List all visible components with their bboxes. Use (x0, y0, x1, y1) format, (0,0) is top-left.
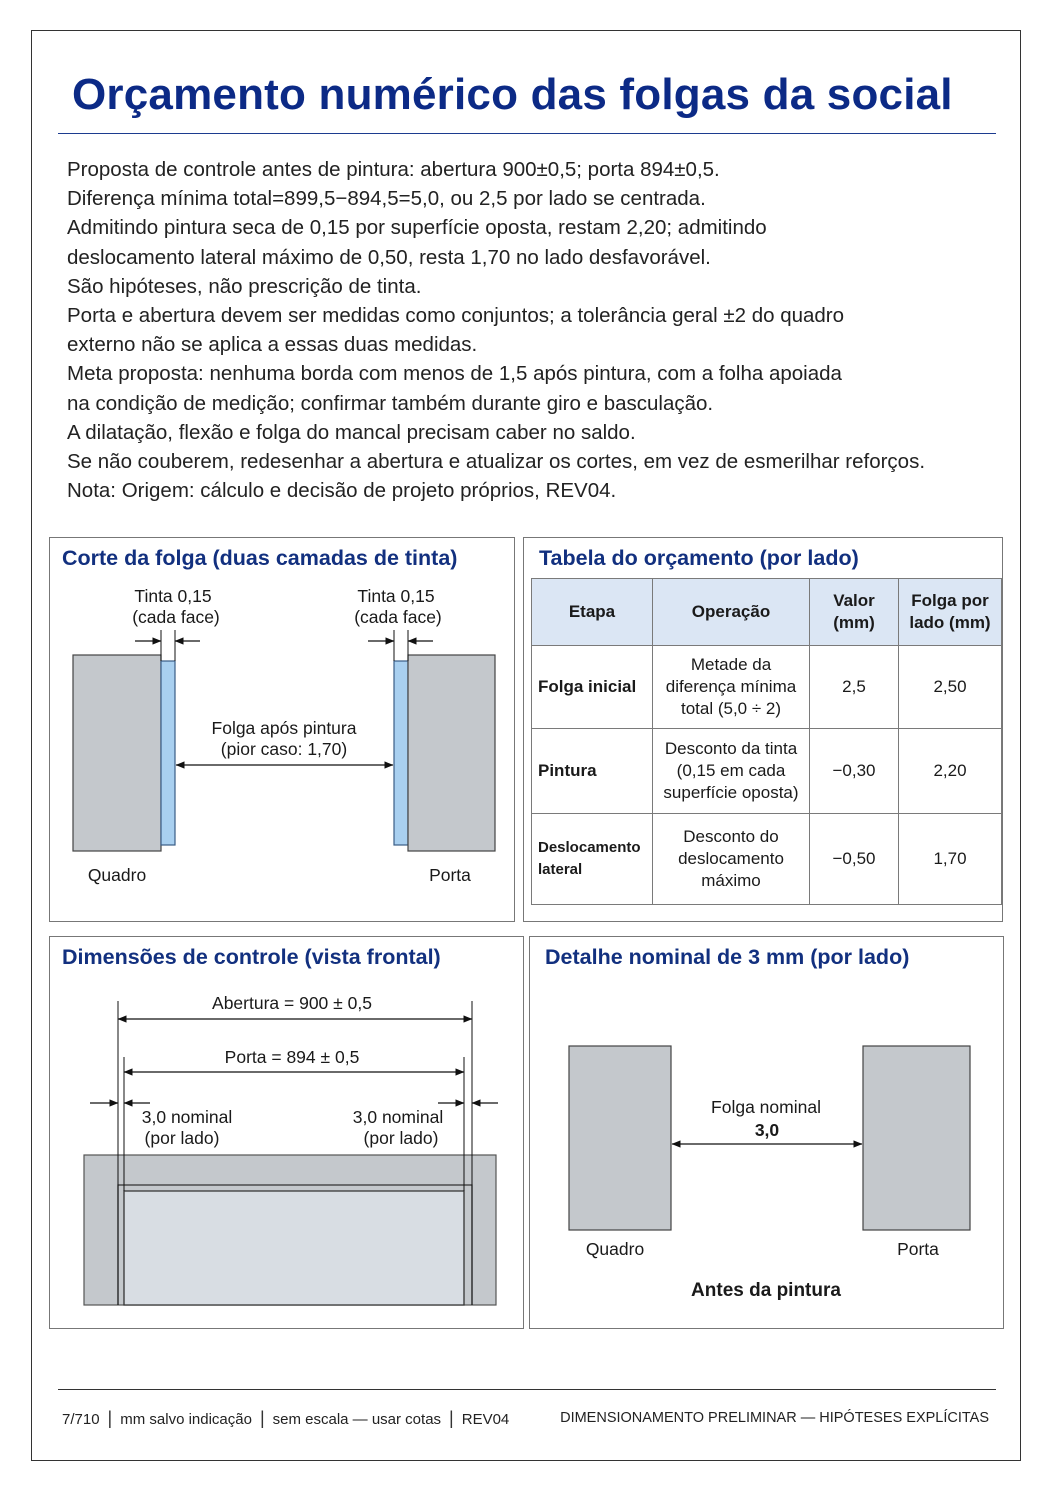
left-paint-label: Tinta 0,15 (134, 586, 212, 606)
door-block (863, 1046, 970, 1230)
value-cell: −0,30 (810, 729, 899, 814)
header-stage: Etapa (532, 579, 653, 646)
left-paint-sublabel: (cada face) (132, 607, 220, 627)
stage-cell: Deslocamento lateral (532, 814, 653, 905)
intro-line: externo não se aplica a essas duas medidas. (67, 333, 478, 357)
value-cell: 2,5 (810, 646, 899, 729)
stage-cell: Pintura (532, 729, 653, 814)
footer-units: mm salvo indicação (120, 1411, 252, 1428)
footer-left (62, 1408, 509, 1429)
footer-revision: REV04 (461, 1411, 510, 1428)
table-row (532, 814, 1002, 905)
stage-cell: Folga inicial (532, 646, 653, 729)
paint-section-panel (49, 537, 515, 922)
intro-line: Admitindo pintura seca de 0,15 por superfície oposta, restam 2,20; admitindo (67, 216, 767, 240)
intro-line: A dilatação, flexão e folga do mancal precisam caber no saldo. (67, 420, 636, 444)
page-title: Orçamento numérico das folgas da social (72, 70, 953, 119)
intro-line: Diferença mínima total=899,5−894,5=5,0, ou 2,5 por lado se centrada. (67, 187, 706, 211)
frame-section (73, 655, 161, 851)
value-cell: −0,50 (810, 814, 899, 905)
intro-line: Nota: Origem: cálculo e decisão de projeto próprios, REV04. (67, 479, 617, 503)
frame-block (569, 1046, 671, 1230)
left-nominal-label: 3,0 nominal (141, 1107, 233, 1127)
footer-separator: | (449, 1408, 454, 1428)
gap-label: Folga após pintura (211, 718, 357, 738)
footer-right: DIMENSIONAMENTO PRELIMINAR — HIPÓTESES EXPLÍCITAS (560, 1410, 989, 1426)
front-view-diagram (50, 937, 525, 1330)
intro-line: na condição de medição; confirmar também durante giro e basculação. (67, 391, 714, 415)
front-view-title: Dimensões de controle (vista frontal) (62, 945, 441, 969)
frame-paint-layer (161, 661, 175, 845)
table-row (532, 646, 1002, 729)
nominal-gap-label: Folga nominal (711, 1097, 821, 1117)
right-paint-sublabel: (cada face) (354, 607, 442, 627)
right-paint-label: Tinta 0,15 (357, 586, 435, 606)
frame-label: Quadro (585, 1239, 645, 1259)
before-paint-caption: Antes da pintura (691, 1280, 841, 1301)
operation-cell: Desconto da tinta (0,15 em cada superfície oposta) (653, 729, 810, 814)
paint-section-title: Corte da folga (duas camadas de tinta) (62, 546, 458, 570)
budget-table (531, 578, 1002, 905)
nominal-detail-title: Detalhe nominal de 3 mm (por lado) (545, 945, 910, 969)
header-value: Valor (mm) (810, 579, 899, 646)
header-clearance: Folga por lado (mm) (899, 579, 1002, 646)
right-nominal-sublabel: (por lado) (363, 1128, 439, 1148)
intro-line: São hipóteses, não prescrição de tinta. (67, 274, 422, 298)
front-view-panel (49, 936, 524, 1329)
intro-text (67, 155, 1007, 505)
nominal-gap-value: 3,0 (754, 1120, 780, 1140)
clearance-cell: 1,70 (899, 814, 1002, 905)
left-nominal-sublabel: (por lado) (144, 1128, 220, 1148)
paint-section-diagram (50, 538, 516, 923)
intro-line: Se não couberem, redesenhar a abertura e atualizar os cortes, em vez de esmerilhar reforços. (67, 450, 926, 474)
nominal-detail-panel (529, 936, 1004, 1329)
budget-table-panel (523, 537, 1003, 922)
door-paint-layer (394, 661, 408, 845)
footer-divider (58, 1389, 996, 1390)
operation-cell: Desconto do deslocamento máximo (653, 814, 810, 905)
door-label: Porta (429, 865, 471, 885)
door-section (408, 655, 495, 851)
title-divider (58, 133, 996, 134)
footer-separator: | (107, 1408, 113, 1428)
intro-line: Proposta de controle antes de pintura: abertura 900±0,5; porta 894±0,5. (67, 158, 720, 181)
right-nominal-label: 3,0 nominal (352, 1107, 444, 1127)
operation-cell: Metade da diferença mínima total (5,0 ÷ 2) (653, 646, 810, 729)
gap-sublabel: (pior caso: 1,70) (220, 739, 348, 759)
table-row (532, 729, 1002, 814)
door-label: Porta (897, 1239, 939, 1259)
nominal-detail-diagram (530, 937, 1005, 1330)
door-leaf (124, 1191, 464, 1305)
table-header-row (532, 579, 1002, 646)
door-dimension-label: Porta = 894 ± 0,5 (224, 1047, 360, 1067)
footer-page-number: 7/710 (62, 1411, 100, 1428)
intro-line: Meta proposta: nenhuma borda com menos de 1,5 após pintura, com a folha apoiada (67, 362, 842, 386)
clearance-cell: 2,50 (899, 646, 1002, 729)
frame-label: Quadro (87, 865, 147, 885)
intro-line: deslocamento lateral máximo de 0,50, resta 1,70 no lado desfavorável. (67, 245, 711, 269)
footer-separator: | (259, 1408, 265, 1428)
footer-scale: sem escala — usar cotas (272, 1411, 442, 1428)
budget-table-title: Tabela do orçamento (por lado) (539, 546, 859, 570)
header-operation: Operação (653, 579, 810, 646)
clearance-cell: 2,20 (899, 729, 1002, 814)
opening-dimension-label: Abertura = 900 ± 0,5 (212, 993, 372, 1013)
intro-line: Porta e abertura devem ser medidas como conjuntos; a tolerância geral ±2 do quadro (67, 304, 845, 328)
